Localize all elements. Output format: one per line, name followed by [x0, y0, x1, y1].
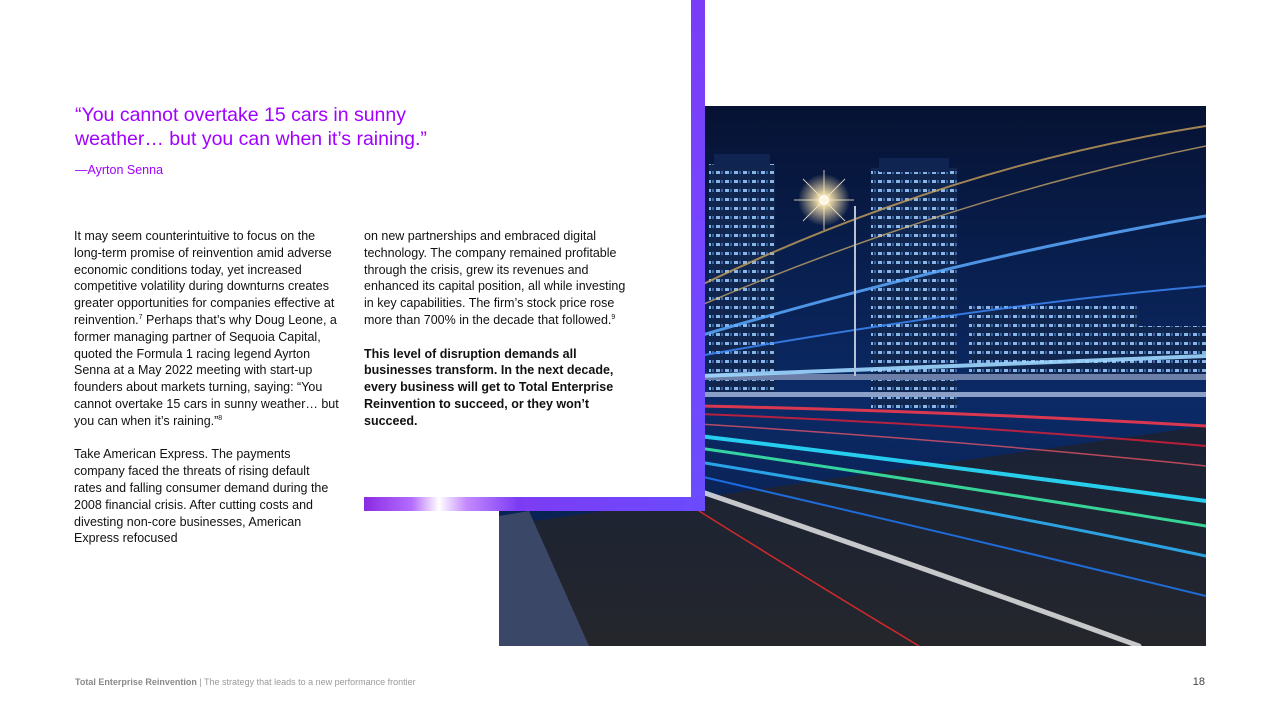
footnote-ref[interactable]: 7 — [138, 313, 143, 321]
footnote-ref[interactable]: 8 — [218, 414, 223, 422]
footer-brand: Total Enterprise Reinvention — [75, 677, 197, 687]
body-paragraph — [74, 228, 340, 430]
emphasis-paragraph: This level of disruption demands all businesses transform. In the next decade, every business will get to Total Enterprise Reinvention to succeed, or they won’t succeed. — [364, 346, 614, 428]
body-text: Perhaps that’s why Doug Leone, a former managing partner of Sequoia Capital, quoted the Formula 1 racing legend Ayrton Senna at a May 2022 meeting with start-up founders about markets turning, saying: “You cannot overtake 15 cars in sunny weather… but you can when it’s raining.” — [74, 312, 339, 428]
pull-quote: “You cannot overtake 15 cars in sunny weather… but you can when it’s raining.” — [75, 104, 427, 150]
quote-attribution: —Ayrton Senna — [75, 163, 164, 177]
body-column-2 — [364, 228, 630, 446]
body-paragraph — [364, 228, 630, 329]
gradient-frame-bottom — [364, 497, 705, 511]
footer-separator: | — [196, 677, 205, 687]
gradient-frame-right — [691, 0, 705, 511]
body-text: It may seem counterintuitive to focus on the long-term promise of reinvention amid adverse economic conditions today, yet increased competitive volatility during downturns creates greater opportunities for companies effective at reinvention. — [74, 229, 335, 327]
page-number: 18 — [1192, 676, 1205, 688]
footnote-ref[interactable]: 9 — [611, 313, 616, 321]
footer-tagline: The strategy that leads to a new performance frontier — [204, 677, 416, 687]
body-text: on new partnerships and embraced digital technology. The company remained profitable through the crisis, grew its revenues and enhanced its capital position, all while investing in key capabilities. The firm’s stock price rose more than 700% in the decade that followed. — [364, 229, 626, 327]
body-paragraph: Take American Express. The payments company faced the threats of rising default rates and falling consumer demand during the 2008 financial crisis. After cutting costs and divesting non-core businesses, American Express refocused — [74, 447, 329, 546]
body-column-1 — [74, 228, 340, 564]
page-footer — [75, 677, 416, 687]
